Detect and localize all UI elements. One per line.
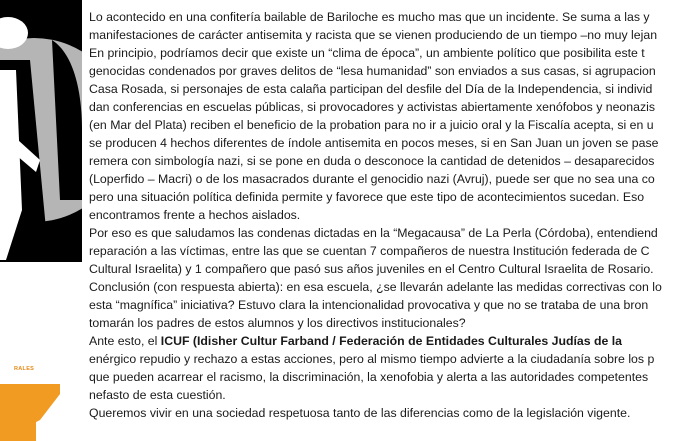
text-line: Cultural Israelita) y 1 compañero que pasó sus años juveniles en el Centro Cultural Israelita de Rosario. — [89, 262, 654, 276]
text-line: dan conferencias en escuelas públicas, si provocadores y activistas abiertamente xenófobos y neonazis — [89, 100, 655, 114]
text-line: Casa Rosada, si personajes de esta calaña participan del desfile del Día de la Independencia, si individ — [89, 82, 653, 96]
text-line: se producen 4 hechos diferentes de índole antisemita en pocos meses, si en San Juan un joven se pase — [89, 136, 659, 150]
text-line: (Loperfido – Macri) o de los masacrados durante el genocidio nazi (Avruj), puede ser que no sea una co — [89, 172, 655, 186]
text-line: encontramos frente a hechos aislados. — [89, 208, 301, 222]
text-line: Conclusión (con respuesta abierta): en esa escuela, ¿se llevarán adelante las medidas correctivas con lo — [89, 280, 662, 294]
icuf-prefix: Ante esto, el — [89, 334, 161, 348]
text-line: remera con simbología nazi, si se pone en duda o desconoce la cantidad de detenidos – desaparecidos — [89, 154, 655, 168]
icuf-logo — [0, 0, 82, 441]
logo-caption: RALES — [14, 366, 35, 372]
text-line: pero una situación política definida permite y favorece que este tipo de acontecimientos sucedan. Eso — [89, 190, 645, 204]
text-line: Queremos vivir en una sociedad respetuosa tanto de las diferencias como de la legislación vigente. — [89, 406, 631, 420]
text-line-icuf — [89, 332, 622, 350]
text-line: Por eso es que saludamos las condenas dictadas en la “Megacausa” de La Perla (Córdoba), entendiend — [89, 226, 658, 240]
text-line: nefasto de esta cuestión. — [89, 388, 226, 402]
logo-orange-block — [0, 394, 36, 441]
text-line: genocidas condenados por graves delitos de “lesa humanidad” son enviados a sus casas, si agrupacion — [89, 64, 656, 78]
article-text — [89, 0, 700, 441]
text-line: tomarán los padres de estos alumnos y los directivos institucionales? — [89, 316, 466, 330]
text-line: manifestaciones de carácter antisemita y racista que se vienen produciendo de un tiempo –no muy lejan — [89, 28, 658, 42]
text-line: esta “magnífica” iniciativa? Estuvo clara la intencionalidad provocativa y que no se trataba de una bron — [89, 298, 649, 312]
text-line: Lo acontecido en una confitería bailable de Bariloche es mucho mas que un incidente. Se suma a las y — [89, 10, 650, 24]
icuf-logo-graphic — [0, 0, 82, 441]
text-line: que pueden acarrear el racismo, la discriminación, la xenofobia y alerta a las autoridades competentes — [89, 370, 649, 384]
icuf-name: ICUF (Idisher Cultur Farband / Federación de Entidades Culturales Judías de la — [160, 334, 623, 348]
logo-white-gap — [0, 262, 82, 357]
text-line: (en Mar del Plata) reciben el beneficio de la probation para no ir a juicio oral y la Fiscalía acepta, si en u — [89, 118, 654, 132]
text-line: enérgico repudio y rechazo a estas acciones, pero al mismo tiempo advierte a la ciudadanía sobre los p — [89, 352, 655, 366]
text-line: En principio, podríamos decir que existe un “clima de época”, un ambiente político que posibilita este t — [89, 46, 645, 60]
text-line: reparación a las víctimas, entre las que se cuentan 7 compañeros de nuestra Institución federada de C — [89, 244, 650, 258]
